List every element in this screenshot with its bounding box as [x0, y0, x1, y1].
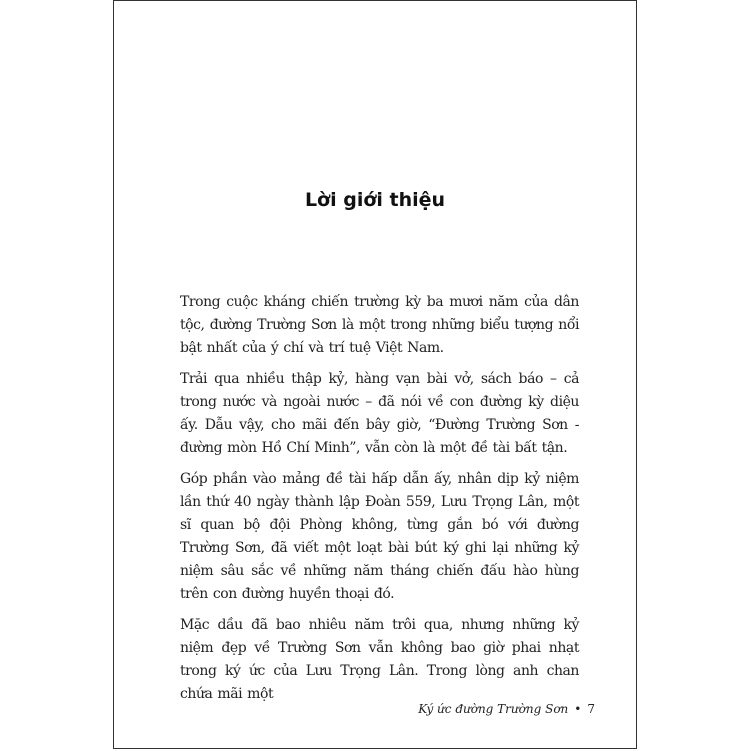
body-text — [180, 291, 582, 716]
running-footer — [418, 702, 595, 716]
page-number: 7 — [587, 702, 595, 716]
footer-book-title: Ký ức đường Trường Sơn — [418, 702, 569, 716]
footer-separator: • — [574, 702, 582, 716]
page-title: Lời giới thiệu — [304, 189, 446, 211]
paragraph: Mặc dầu đã bao nhiêu năm trôi qua, nhưng những kỷ niệm đẹp về Trường Sơn vẫn không bao giờ phai nhạt trong ký ức của Lưu Trọng Lân. Trong lòng anh chan chứa mãi một — [180, 617, 579, 702]
paragraph: Góp phần vào mảng đề tài hấp dẫn ấy, nhân dịp kỷ niệm lần thứ 40 ngày thành lập Đoàn 559, Lưu Trọng Lân, một sĩ quan bộ đội Phòng không, từng gắn bó với đường Trường Sơn, đã viết một loạt bài bút ký ghi lại những kỷ niệm sâu sắc về những năm tháng chiến đấu hào hùng trên con đường huyền thoại đó. — [180, 471, 579, 602]
paragraph: Trong cuộc kháng chiến trường kỳ ba mươi năm của dân tộc, đường Trường Sơn là một trong những biểu tượng nổi bật nhất của ý chí và trí tuệ Việt Nam. — [180, 294, 579, 356]
book-page — [113, 0, 637, 749]
paragraph: Trải qua nhiều thập kỷ, hàng vạn bài vở, sách báo – cả trong nước và ngoài nước – đã nói về con đường kỳ diệu ấy. Dẫu vậy, cho mãi đến bây giờ, “Đường Trường Sơn - đường mòn Hồ Chí Minh”, vẫn còn là một đề tài bất tận. — [180, 371, 579, 456]
